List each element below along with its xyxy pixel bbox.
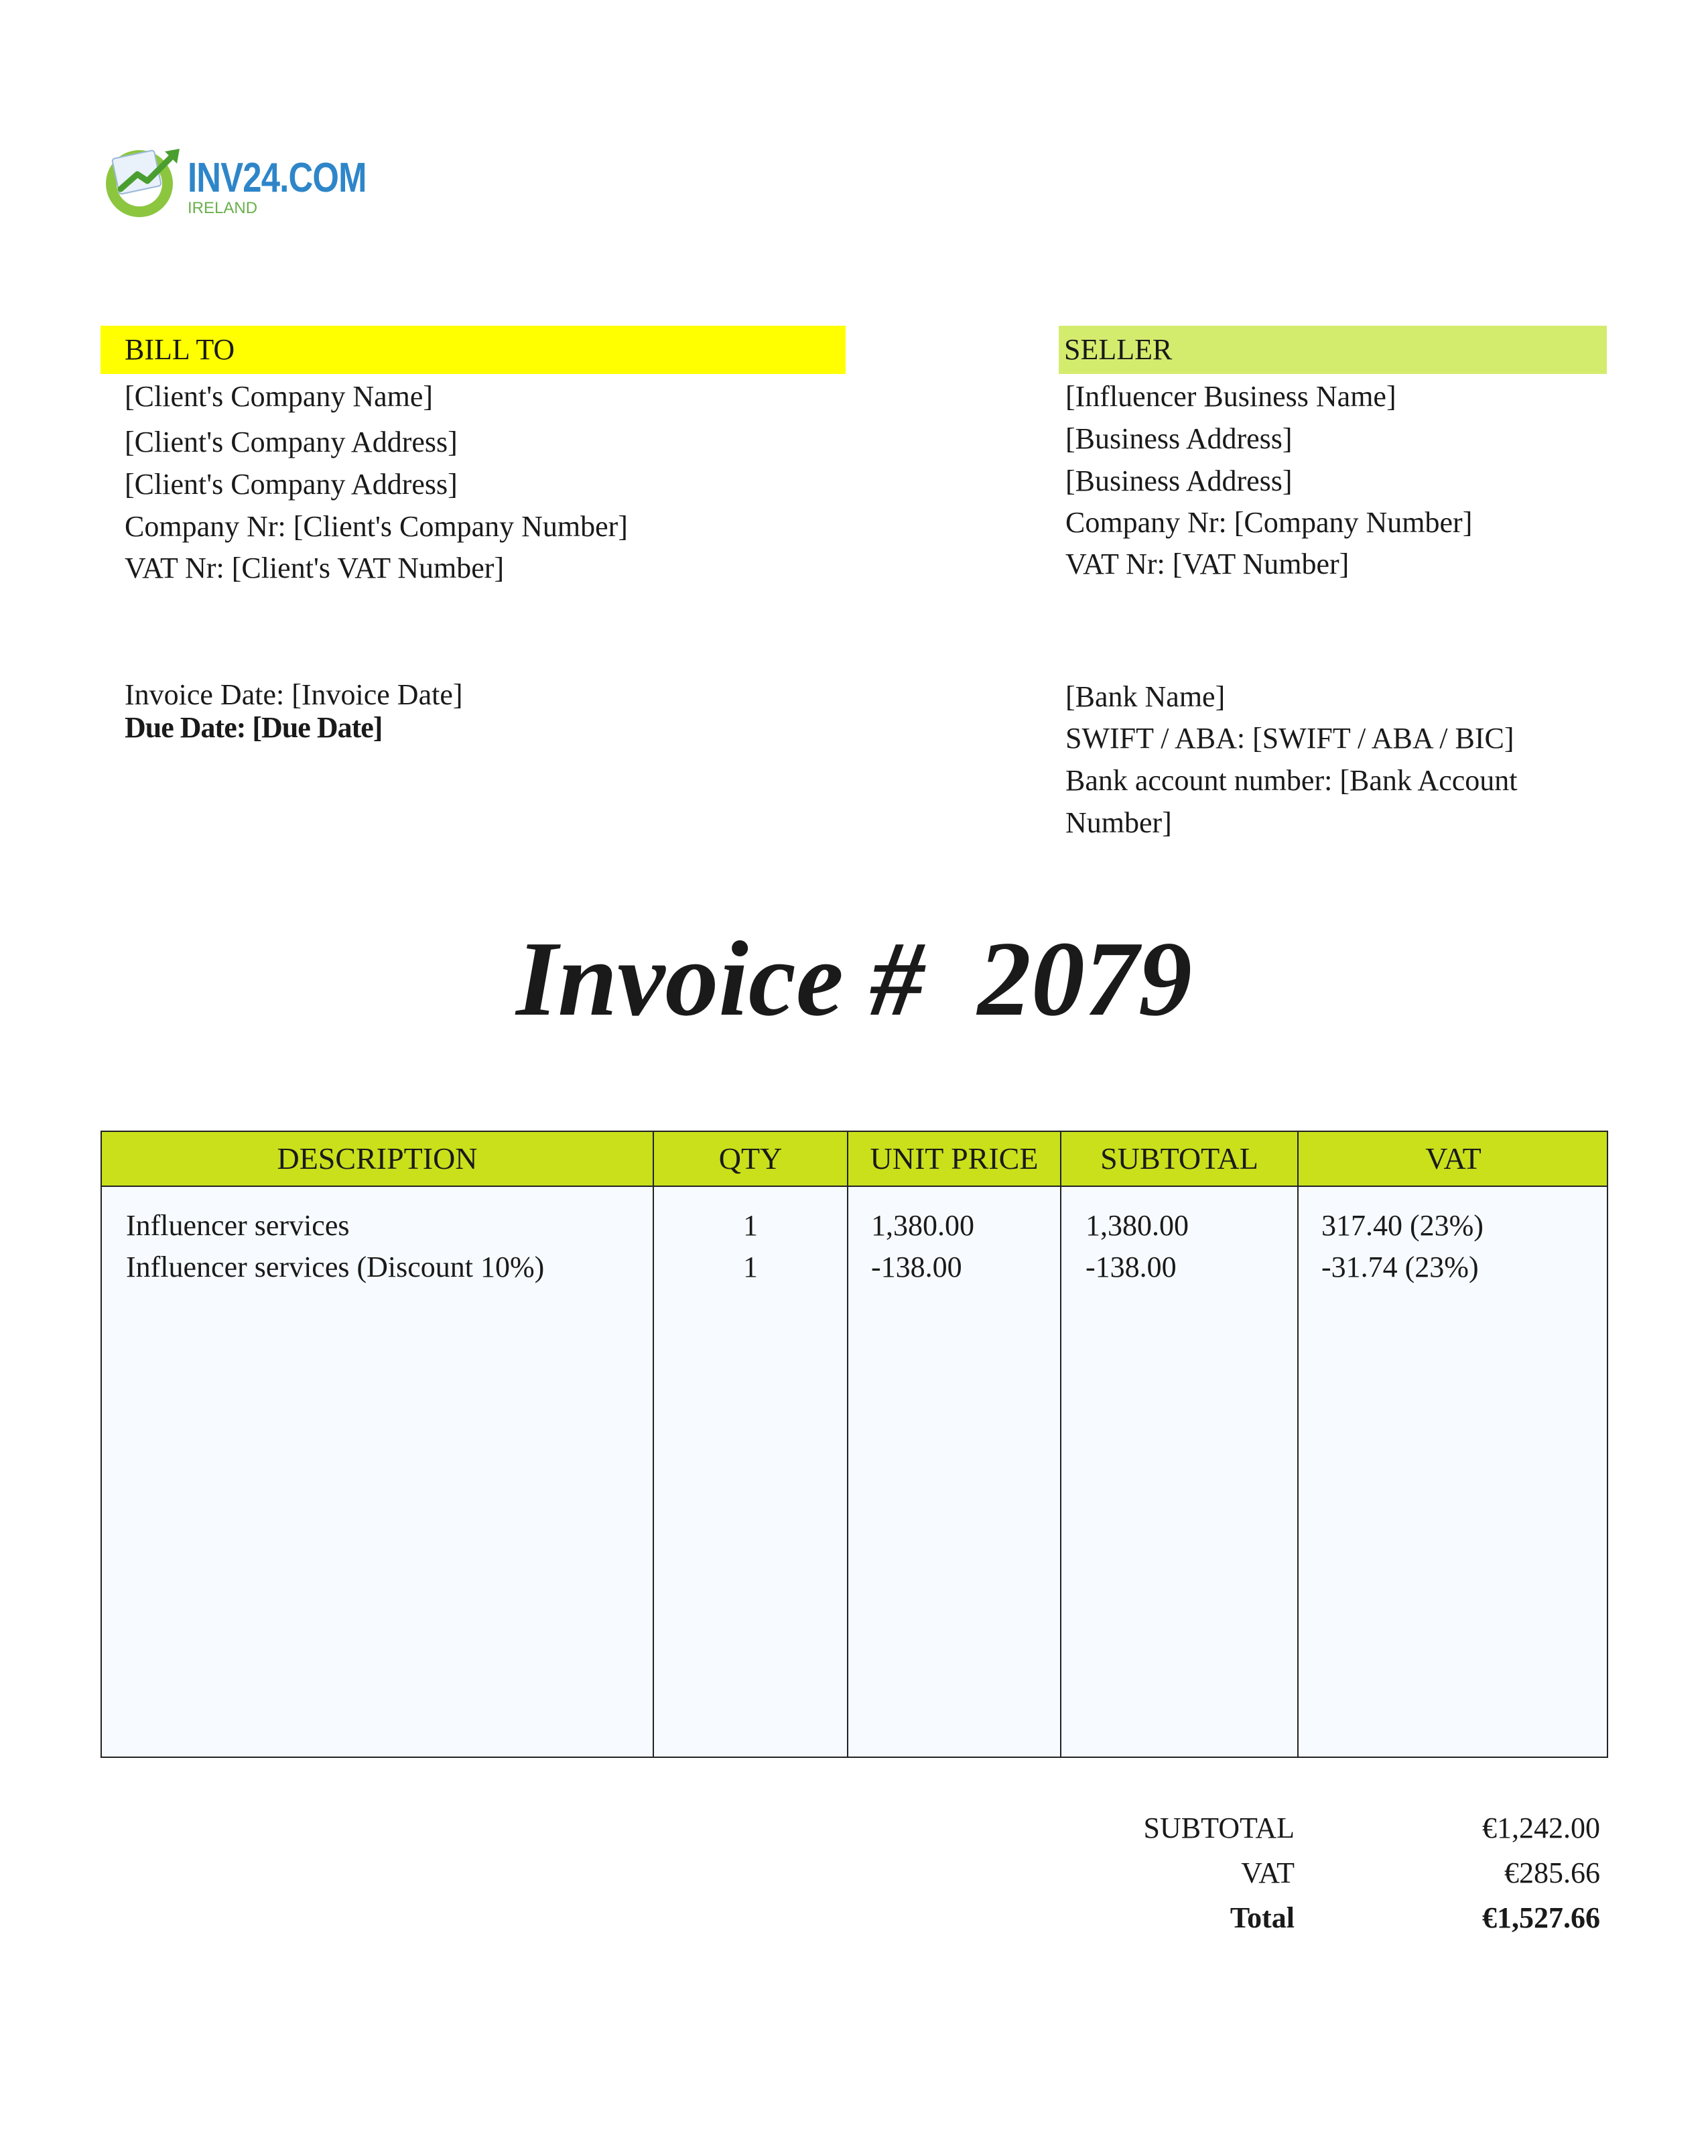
bill-to-line: [Client's Company Name] [125, 380, 434, 413]
header-vat: VAT [1425, 1141, 1482, 1176]
invoice-title [0, 919, 1708, 1038]
seller-line: Company Nr: [Company Number] [1065, 506, 1473, 539]
row-qty: 1 [743, 1251, 758, 1283]
bank-name: [Bank Name] [1065, 680, 1226, 713]
row-vat: -31.74 (23%) [1321, 1251, 1479, 1283]
total-label: Total [1230, 1901, 1295, 1934]
bill-to-line: [Client's Company Address] [125, 426, 458, 458]
total-value: €1,527.66 [1482, 1901, 1600, 1934]
company-logo [101, 142, 369, 229]
due-date: Due Date: [Due Date] [125, 711, 383, 744]
invoice-date: Invoice Date: [Invoice Date] [125, 678, 463, 711]
seller-header: SELLER [1059, 326, 1607, 374]
bill-to-line: Company Nr: [Client's Company Number] [125, 510, 628, 543]
row-description: Influencer services (Discount 10%) [126, 1251, 545, 1283]
header-description: DESCRIPTION [277, 1141, 478, 1176]
column-divider [1060, 1132, 1061, 1757]
header-subtotal: SUBTOTAL [1100, 1141, 1258, 1176]
logo-subtitle: IRELAND [188, 199, 258, 217]
subtotal-value: €1,242.00 [1482, 1812, 1600, 1844]
row-unit-price: 1,380.00 [871, 1209, 974, 1242]
line-items-table [101, 1131, 1608, 1758]
seller-line: [Business Address] [1065, 464, 1293, 497]
column-divider [847, 1132, 848, 1757]
row-vat: 317.40 (23%) [1321, 1209, 1484, 1242]
bill-to-line: [Client's Company Address] [125, 468, 458, 501]
header-unit-price: UNIT PRICE [870, 1141, 1039, 1176]
bill-to-line: VAT Nr: [Client's VAT Number] [125, 552, 505, 584]
row-subtotal: 1,380.00 [1086, 1209, 1189, 1242]
bank-swift: SWIFT / ABA: [SWIFT / ABA / BIC] [1065, 722, 1514, 755]
header-qty: QTY [718, 1141, 783, 1176]
bank-account: Bank account number: [Bank Account [1065, 764, 1518, 797]
bill-to-header: BILL TO [101, 326, 846, 374]
row-subtotal: -138.00 [1086, 1251, 1177, 1283]
row-description: Influencer services [126, 1209, 350, 1242]
seller-line: [Business Address] [1065, 422, 1293, 455]
subtotal-label: SUBTOTAL [1143, 1812, 1295, 1844]
bank-account-cont: Number] [1065, 806, 1172, 839]
invoice-number: 2079 [977, 919, 1192, 1038]
logo-icon [101, 142, 188, 223]
row-unit-price: -138.00 [871, 1251, 962, 1283]
seller-line: VAT Nr: [VAT Number] [1065, 548, 1350, 580]
invoice-title-label: Invoice # [516, 919, 924, 1038]
logo-name: INV24.COM [188, 155, 367, 201]
column-divider [1297, 1132, 1299, 1757]
row-qty: 1 [743, 1209, 758, 1242]
vat-value: €285.66 [1504, 1856, 1600, 1889]
seller-line: [Influencer Business Name] [1065, 380, 1396, 413]
vat-label: VAT [1241, 1856, 1295, 1889]
